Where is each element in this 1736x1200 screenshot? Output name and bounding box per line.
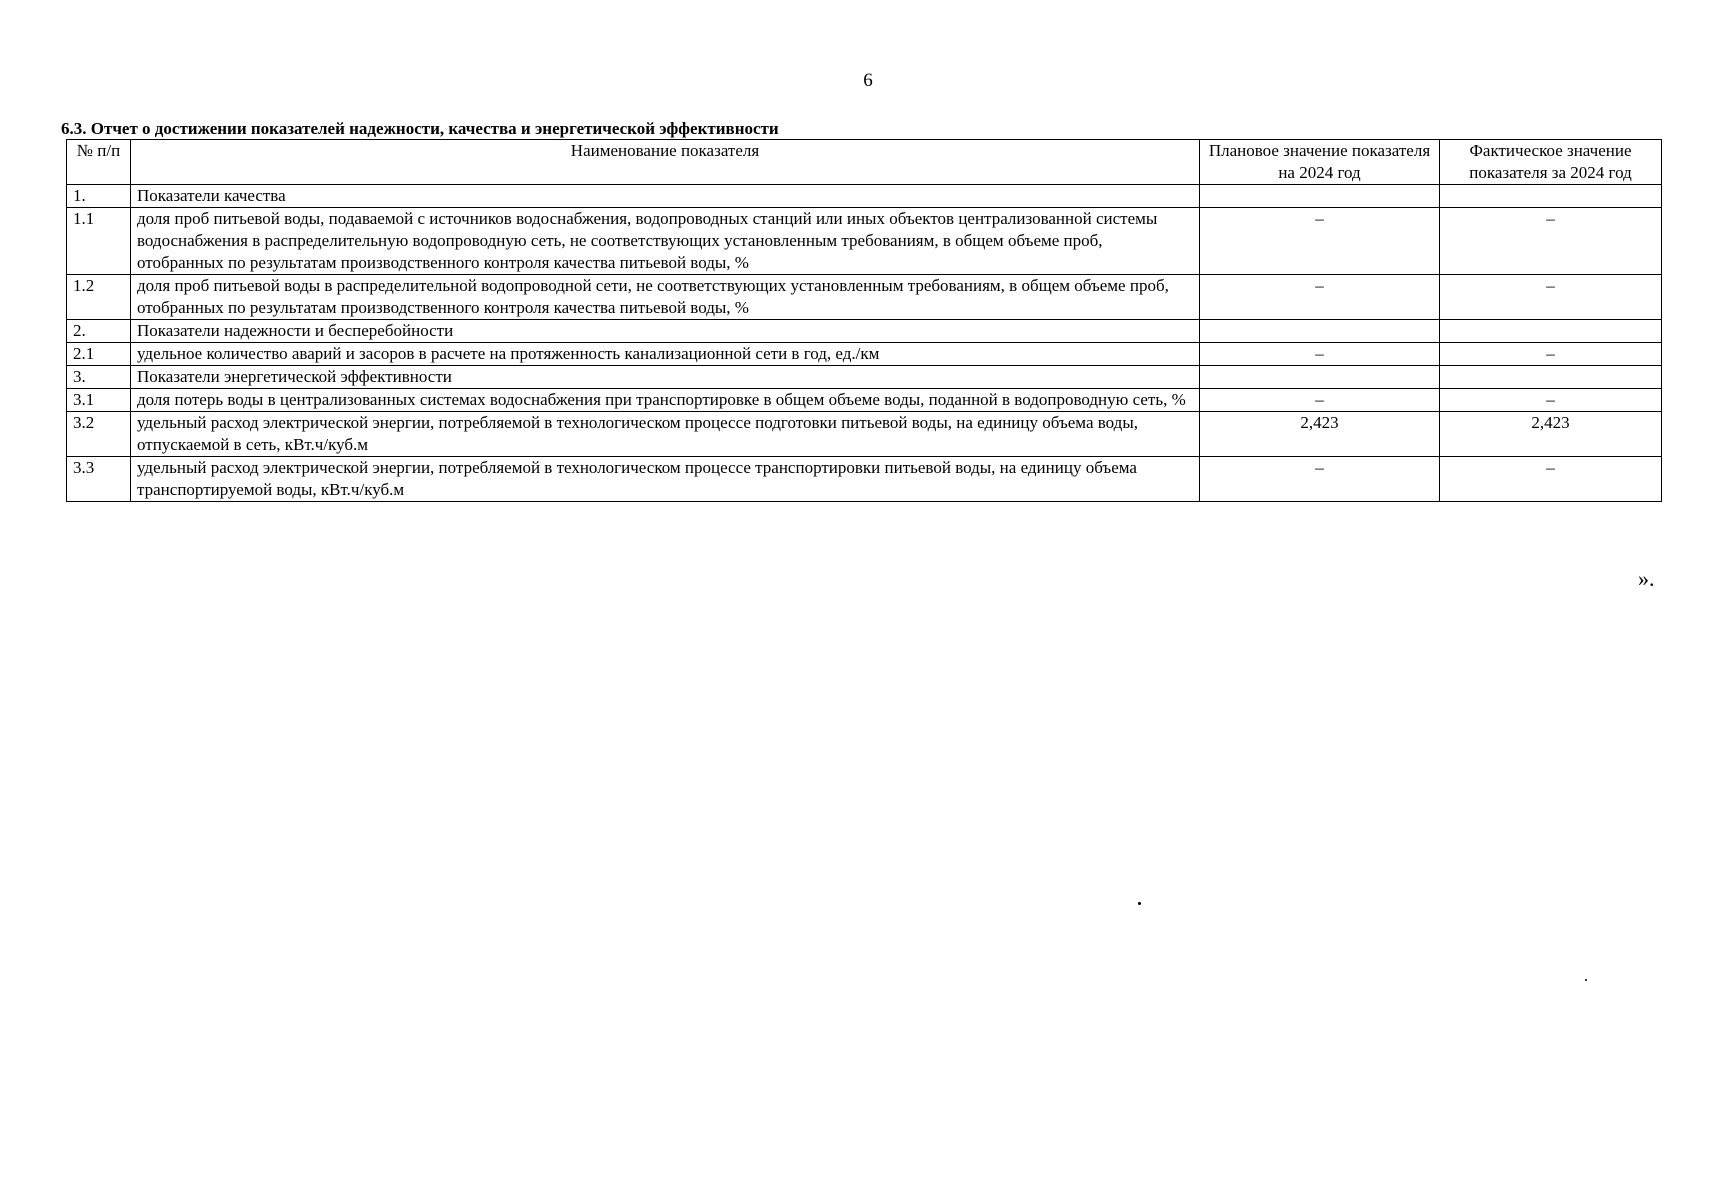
row-name: удельный расход электрической энергии, потребляемой в технологическом процессе подготовки питьевой воды, на единицу объема воды, отпускаемой в сеть, кВт.ч/куб.м bbox=[131, 412, 1200, 457]
header-num: № п/п bbox=[67, 140, 131, 185]
row-fact: – bbox=[1440, 457, 1662, 502]
row-plan bbox=[1200, 185, 1440, 208]
row-num: 2. bbox=[67, 320, 131, 343]
row-fact: – bbox=[1440, 343, 1662, 366]
row-fact bbox=[1440, 320, 1662, 343]
table-header-row bbox=[67, 140, 1662, 185]
row-name: доля проб питьевой воды, подаваемой с источников водоснабжения, водопроводных станций или иных объектов централизованной системы водоснабжения в распределительную водопроводную сеть, не соответствующих установленным требованиям, в общем объеме проб, отобранных по результатам производственного контроля качества питьевой воды, % bbox=[131, 208, 1200, 275]
section-title: 6.3. Отчет о достижении показателей надежности, качества и энергетической эффективности bbox=[61, 119, 779, 138]
row-fact: 2,423 bbox=[1440, 412, 1662, 457]
indicators-table bbox=[66, 139, 1662, 502]
row-num: 3.3 bbox=[67, 457, 131, 502]
row-num: 3.1 bbox=[67, 389, 131, 412]
row-num: 1. bbox=[67, 185, 131, 208]
row-plan: 2,423 bbox=[1200, 412, 1440, 457]
page-number: 6 bbox=[863, 70, 873, 91]
row-name: Показатели качества bbox=[131, 185, 1200, 208]
table-row bbox=[67, 343, 1662, 366]
row-plan bbox=[1200, 320, 1440, 343]
row-fact: – bbox=[1440, 389, 1662, 412]
table-row bbox=[67, 366, 1662, 389]
header-plan: Плановое значение показателя на 2024 год bbox=[1200, 140, 1440, 185]
table-row bbox=[67, 320, 1662, 343]
row-num: 2.1 bbox=[67, 343, 131, 366]
row-fact: – bbox=[1440, 275, 1662, 320]
row-plan bbox=[1200, 366, 1440, 389]
row-fact: – bbox=[1440, 208, 1662, 275]
row-plan: – bbox=[1200, 343, 1440, 366]
table-row bbox=[67, 389, 1662, 412]
row-name: Показатели энергетической эффективности bbox=[131, 366, 1200, 389]
row-fact bbox=[1440, 366, 1662, 389]
row-num: 1.1 bbox=[67, 208, 131, 275]
row-num: 3. bbox=[67, 366, 131, 389]
row-num: 1.2 bbox=[67, 275, 131, 320]
row-num: 3.2 bbox=[67, 412, 131, 457]
row-plan: – bbox=[1200, 389, 1440, 412]
scan-speck bbox=[1585, 979, 1587, 981]
table-row bbox=[67, 208, 1662, 275]
scan-speck bbox=[1138, 902, 1141, 905]
header-name: Наименование показателя bbox=[131, 140, 1200, 185]
row-name: удельное количество аварий и засоров в расчете на протяженность канализационной сети в год, ед./км bbox=[131, 343, 1200, 366]
row-fact bbox=[1440, 185, 1662, 208]
table-row bbox=[67, 412, 1662, 457]
table-row bbox=[67, 275, 1662, 320]
row-plan: – bbox=[1200, 457, 1440, 502]
table-row bbox=[67, 185, 1662, 208]
row-plan: – bbox=[1200, 275, 1440, 320]
row-name: доля проб питьевой воды в распределительной водопроводной сети, не соответствующих установленным требованиям, в общем объеме проб, отобранных по результатам производственного контроля качества питьевой воды, % bbox=[131, 275, 1200, 320]
row-name: Показатели надежности и бесперебойности bbox=[131, 320, 1200, 343]
closing-quote: ». bbox=[1638, 566, 1655, 591]
header-fact: Фактическое значение показателя за 2024 год bbox=[1440, 140, 1662, 185]
row-name: доля потерь воды в централизованных системах водоснабжения при транспортировке в общем объеме воды, поданной в водопроводную сеть, % bbox=[131, 389, 1200, 412]
row-plan: – bbox=[1200, 208, 1440, 275]
row-name: удельный расход электрической энергии, потребляемой в технологическом процессе транспортировки питьевой воды, на единицу объема транспортируемой воды, кВт.ч/куб.м bbox=[131, 457, 1200, 502]
table-row bbox=[67, 457, 1662, 502]
